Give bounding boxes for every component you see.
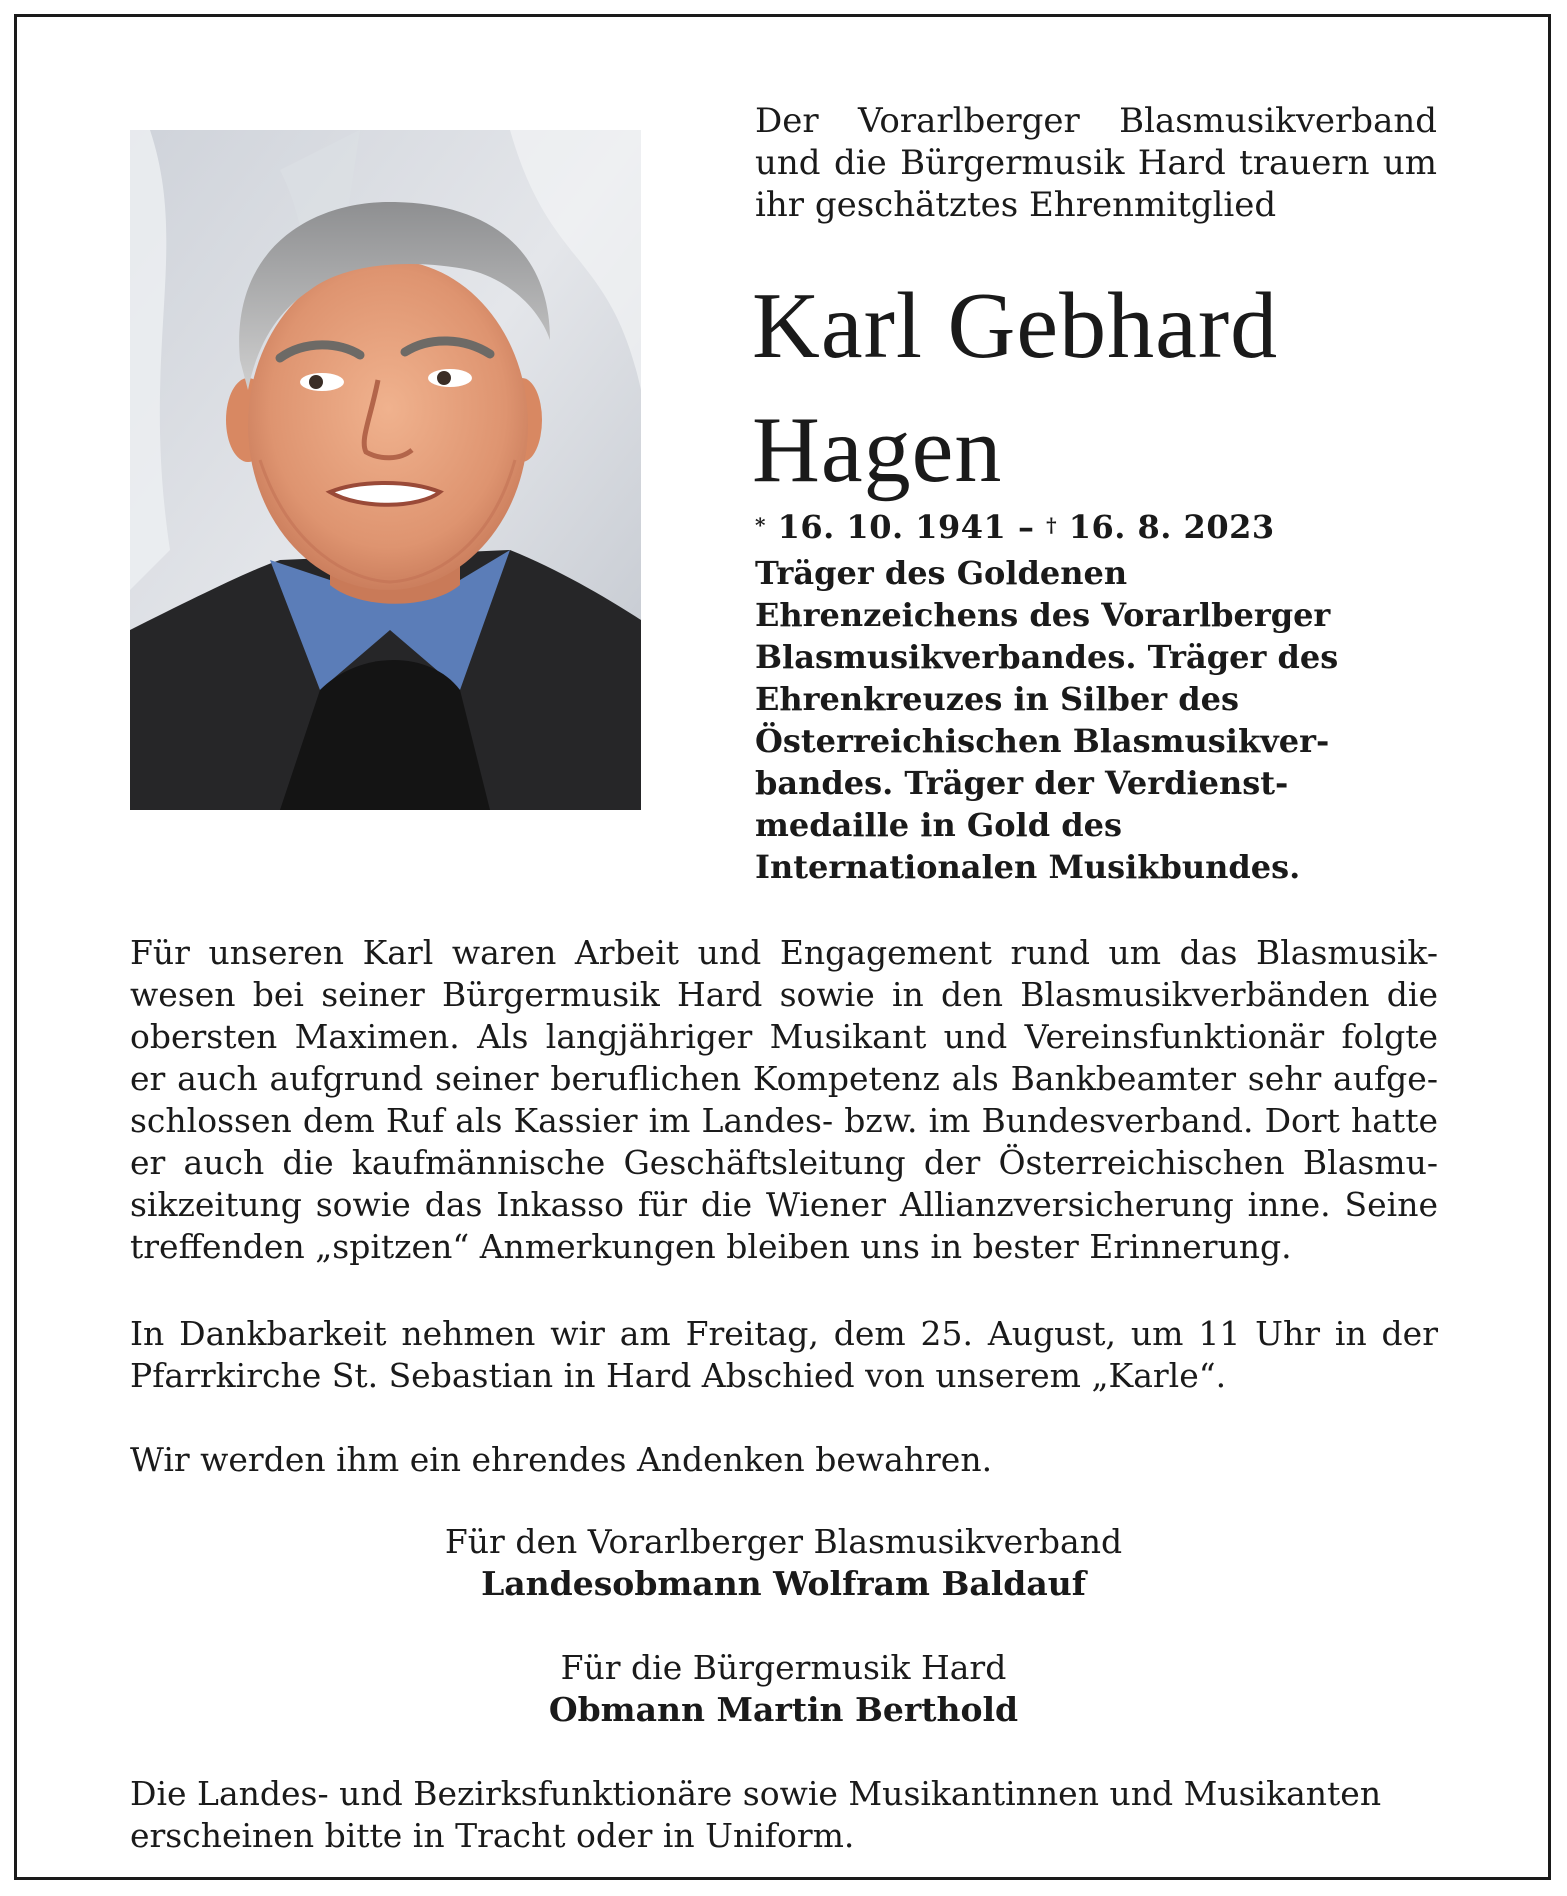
footer-line: erscheinen bitte in Tracht oder in Uniform.	[130, 1816, 855, 1855]
name-line-2: Hagen	[752, 398, 1003, 502]
intro-text	[755, 100, 1437, 226]
birth-symbol: *	[755, 513, 766, 537]
body-line: Pfarrkirche St. Sebastian in Hard Abschied von unserem „Karle“.	[130, 1356, 1227, 1395]
signature-role: Für die Bürgermusik Hard	[560, 1648, 1007, 1687]
body-line: er auch aufgrund seiner beruflichen Kompetenz als Bankbeamter sehr aufge-	[130, 1059, 1438, 1098]
body-paragraph-2	[130, 1313, 1438, 1397]
signature-block-2	[0, 1647, 1567, 1731]
body-line: In Dankbarkeit nehmen wir am Freitag, dem 25. August, um 11 Uhr in der	[130, 1314, 1438, 1353]
body-line: obersten Maximen. Als langjähriger Musikant und Vereinsfunktionär folgte	[130, 1017, 1438, 1056]
signature-role: Für den Vorarlberger Blasmusikverband	[444, 1522, 1123, 1561]
footer-line: Die Landes- und Bezirksfunktionäre sowie Musikantinnen und Musikanten	[130, 1774, 1382, 1813]
body-line: schlossen dem Ruf als Kassier im Landes- bzw. im Bundesverband. Dort hatte	[130, 1101, 1438, 1140]
body-line: treffenden „spitzen“ Anmerkungen bleiben uns in bester Erinnerung.	[130, 1227, 1292, 1266]
portrait-photo	[130, 130, 641, 810]
honors-line: Ehrenzeichens des Vorarlberger	[755, 596, 1331, 634]
honors-line: Internationalen Musikbundes.	[755, 848, 1301, 886]
death-date: 16. 8. 2023	[1068, 508, 1275, 546]
honors-line: Träger des Goldenen	[755, 554, 1128, 592]
signature-person: Obmann Martin Berthold	[548, 1690, 1019, 1729]
honors-line: Österreichischen Blasmusikver-	[755, 722, 1330, 760]
honors-line: bandes. Träger der Verdienst-	[755, 764, 1289, 802]
body-line: er auch die kaufmännische Geschäftsleitung der Österreichischen Blasmu-	[130, 1143, 1438, 1182]
body-paragraph-1	[130, 932, 1438, 1268]
honors-line: medaille in Gold des	[755, 806, 1122, 844]
signature-person: Landesobmann Wolfram Baldauf	[481, 1564, 1086, 1603]
body-line: sikzeitung sowie das Inkasso für die Wiener Allianzversicherung inne. Seine	[130, 1185, 1438, 1224]
footer-note	[130, 1773, 1438, 1857]
honors-line: Ehrenkreuzes in Silber des	[755, 680, 1239, 718]
intro-line: Der Vorarlberger Blasmusikverband	[755, 101, 1437, 141]
signature-block-1	[0, 1521, 1567, 1605]
name-line-1: Karl Gebhard	[752, 274, 1279, 378]
honors-line: Blasmusikverbandes. Träger des	[755, 638, 1339, 676]
intro-line: und die Bürgermusik Hard trauern um	[755, 143, 1437, 183]
portrait-illustration	[130, 130, 641, 810]
intro-line: ihr geschätztes Ehrenmitglied	[755, 185, 1277, 225]
honors-block	[755, 506, 1445, 888]
closing-line: Wir werden ihm ein ehrendes Andenken bewahren.	[130, 1440, 993, 1479]
death-symbol: †	[1046, 513, 1058, 537]
body-line: Für unseren Karl waren Arbeit und Engagement rund um das Blasmusik-	[130, 933, 1438, 972]
deceased-name	[752, 264, 1278, 512]
date-separator: –	[1017, 508, 1035, 546]
birth-date: 16. 10. 1941	[777, 508, 1007, 546]
life-dates	[755, 506, 1445, 552]
body-line: wesen bei seiner Bürgermusik Hard sowie in den Blasmusikverbänden die	[130, 975, 1438, 1014]
